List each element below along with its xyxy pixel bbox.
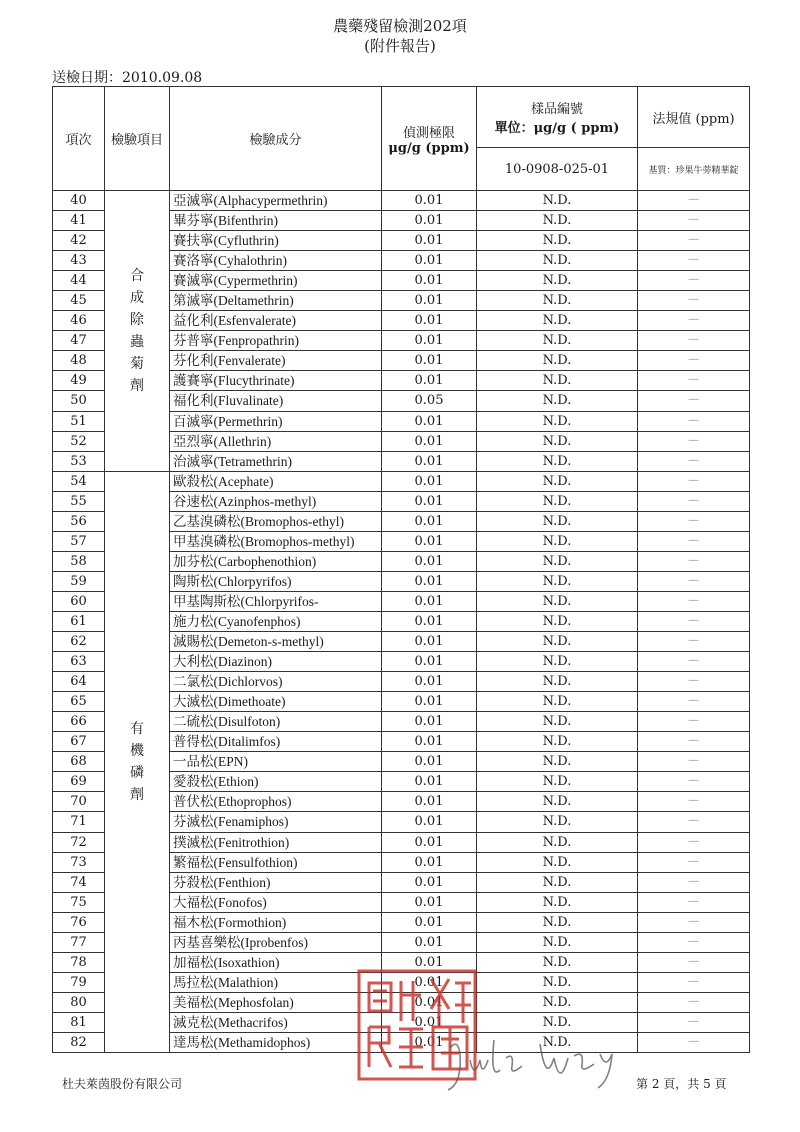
regulation-value: － — [638, 992, 750, 1012]
component-name: 繁福松(Fensulfothion) — [170, 852, 382, 872]
row-number: 80 — [53, 992, 105, 1012]
component-name: 大福松(Fonofos) — [170, 892, 382, 912]
detection-limit: 0.01 — [382, 932, 477, 952]
test-result: N.D. — [477, 311, 638, 331]
row-number: 70 — [53, 792, 105, 812]
table-row — [53, 191, 750, 211]
regulation-value: － — [638, 291, 750, 311]
detection-limit: 0.01 — [382, 872, 477, 892]
test-result: N.D. — [477, 531, 638, 551]
detection-limit: 0.01 — [382, 471, 477, 491]
row-number: 59 — [53, 571, 105, 591]
test-result: N.D. — [477, 211, 638, 231]
detection-limit: 0.01 — [382, 692, 477, 712]
row-number: 41 — [53, 211, 105, 231]
test-result: N.D. — [477, 892, 638, 912]
detection-limit: 0.01 — [382, 832, 477, 852]
test-result: N.D. — [477, 1012, 638, 1032]
category-char: 劑 — [130, 377, 144, 394]
test-result: N.D. — [477, 632, 638, 652]
detection-limit: 0.01 — [382, 411, 477, 431]
test-result: N.D. — [477, 652, 638, 672]
detection-limit: 0.01 — [382, 351, 477, 371]
regulation-value: － — [638, 752, 750, 772]
detection-limit: 0.01 — [382, 431, 477, 451]
detection-limit: 0.01 — [382, 732, 477, 752]
row-number: 40 — [53, 191, 105, 211]
row-number: 66 — [53, 712, 105, 732]
component-name: 甲基溴磷松(Bromophos-methyl) — [170, 531, 382, 551]
test-result: N.D. — [477, 411, 638, 431]
detection-limit: 0.01 — [382, 491, 477, 511]
regulation-value: － — [638, 852, 750, 872]
row-number: 82 — [53, 1032, 105, 1052]
submission-date: 送檢日期：2010.09.08 — [52, 70, 203, 86]
category-char: 有 — [130, 720, 144, 737]
footer-page-number: 第 2 頁，共 5 頁 — [636, 1077, 727, 1091]
detection-limit: 0.01 — [382, 511, 477, 531]
regulation-value: － — [638, 611, 750, 631]
regulation-value: － — [638, 371, 750, 391]
test-result: N.D. — [477, 692, 638, 712]
test-result: N.D. — [477, 331, 638, 351]
header-sample — [477, 87, 638, 148]
detection-limit: 0.01 — [382, 852, 477, 872]
category-cell — [105, 191, 170, 472]
detection-limit: 0.01 — [382, 632, 477, 652]
row-number: 57 — [53, 531, 105, 551]
regulation-value: － — [638, 832, 750, 852]
regulation-value: － — [638, 471, 750, 491]
row-number: 76 — [53, 912, 105, 932]
row-number: 65 — [53, 692, 105, 712]
test-result: N.D. — [477, 852, 638, 872]
detection-limit: 0.01 — [382, 672, 477, 692]
row-number: 50 — [53, 391, 105, 411]
component-name: 賽洛寧(Cyhalothrin) — [170, 251, 382, 271]
row-number: 52 — [53, 431, 105, 451]
header-sample-id: 10-0908-025-01 — [477, 148, 638, 191]
test-result: N.D. — [477, 832, 638, 852]
component-name: 二氯松(Dichlorvos) — [170, 672, 382, 692]
regulation-value: － — [638, 511, 750, 531]
test-result: N.D. — [477, 291, 638, 311]
detection-limit: 0.01 — [382, 952, 477, 972]
category-char: 成 — [130, 289, 144, 306]
row-number: 81 — [53, 1012, 105, 1032]
component-name: 芬普寧(Fenpropathrin) — [170, 331, 382, 351]
test-result: N.D. — [477, 551, 638, 571]
detection-limit: 0.01 — [382, 611, 477, 631]
header-matrix: 基質：珍果牛蒡精華錠 — [638, 148, 750, 191]
detection-limit: 0.01 — [382, 772, 477, 792]
component-name: 福化利(Fluvalinate) — [170, 391, 382, 411]
test-result: N.D. — [477, 932, 638, 952]
test-result: N.D. — [477, 591, 638, 611]
component-name: 滅賜松(Demeton-s-methyl) — [170, 632, 382, 652]
component-name: 賽滅寧(Cypermethrin) — [170, 271, 382, 291]
detection-limit: 0.01 — [382, 451, 477, 471]
regulation-value: － — [638, 1012, 750, 1032]
row-number: 45 — [53, 291, 105, 311]
category-char: 劑 — [130, 786, 144, 803]
component-name: 護賽寧(Flucythrinate) — [170, 371, 382, 391]
detection-limit: 0.01 — [382, 652, 477, 672]
row-number: 71 — [53, 812, 105, 832]
component-name: 芬化利(Fenvalerate) — [170, 351, 382, 371]
category-char: 合 — [130, 267, 144, 284]
detection-limit: 0.01 — [382, 712, 477, 732]
test-result: N.D. — [477, 872, 638, 892]
row-number: 44 — [53, 271, 105, 291]
regulation-value: － — [638, 972, 750, 992]
component-name: 普得松(Ditalimfos) — [170, 732, 382, 752]
test-result: N.D. — [477, 351, 638, 371]
component-name: 達馬松(Methamidophos) — [170, 1032, 382, 1052]
component-name: 亞滅寧(Alphacypermethrin) — [170, 191, 382, 211]
component-name: 芬滅松(Fenamiphos) — [170, 812, 382, 832]
regulation-value: － — [638, 451, 750, 471]
regulation-value: － — [638, 251, 750, 271]
regulation-value: － — [638, 692, 750, 712]
row-number: 43 — [53, 251, 105, 271]
row-number: 56 — [53, 511, 105, 531]
regulation-value: － — [638, 932, 750, 952]
detection-limit: 0.01 — [382, 211, 477, 231]
test-result: N.D. — [477, 672, 638, 692]
row-number: 47 — [53, 331, 105, 351]
test-result: N.D. — [477, 812, 638, 832]
results-body — [53, 191, 750, 1053]
detection-limit: 0.01 — [382, 371, 477, 391]
component-name: 治滅寧(Tetramethrin) — [170, 451, 382, 471]
regulation-value: － — [638, 211, 750, 231]
component-name: 歐殺松(Acephate) — [170, 471, 382, 491]
category-cell — [105, 471, 170, 1052]
test-result: N.D. — [477, 992, 638, 1012]
test-result: N.D. — [477, 1032, 638, 1052]
test-result: N.D. — [477, 231, 638, 251]
component-name: 普伏松(Ethoprophos) — [170, 792, 382, 812]
component-name: 馬拉松(Malathion) — [170, 972, 382, 992]
regulation-value: － — [638, 652, 750, 672]
component-name: 陶斯松(Chlorpyrifos) — [170, 571, 382, 591]
row-number: 46 — [53, 311, 105, 331]
detection-limit: 0.01 — [382, 1012, 477, 1032]
category-char: 磷 — [130, 764, 144, 781]
row-number: 49 — [53, 371, 105, 391]
component-name: 美福松(Mephosfolan) — [170, 992, 382, 1012]
footer-company: 杜夫萊茵股份有限公司 — [62, 1077, 183, 1091]
results-table — [52, 86, 750, 1053]
detection-limit: 0.01 — [382, 271, 477, 291]
header-limit — [382, 87, 477, 191]
component-name: 加福松(Isoxathion) — [170, 952, 382, 972]
test-result: N.D. — [477, 391, 638, 411]
page-subtitle: (附件報告) — [364, 37, 436, 55]
header-component: 檢驗成分 — [170, 87, 382, 191]
header-item: 檢驗項目 — [105, 87, 170, 191]
row-number: 61 — [53, 611, 105, 631]
component-name: 谷速松(Azinphos-methyl) — [170, 491, 382, 511]
regulation-value: － — [638, 271, 750, 291]
detection-limit: 0.01 — [382, 992, 477, 1012]
component-name: 撲滅松(Fenitrothion) — [170, 832, 382, 852]
regulation-value: － — [638, 772, 750, 792]
component-name: 乙基溴磷松(Bromophos-ethyl) — [170, 511, 382, 531]
component-name: 愛殺松(Ethion) — [170, 772, 382, 792]
detection-limit: 0.01 — [382, 792, 477, 812]
component-name: 施力松(Cyanofenphos) — [170, 611, 382, 631]
row-number: 69 — [53, 772, 105, 792]
detection-limit: 0.01 — [382, 531, 477, 551]
header-regulation: 法規值 (ppm) — [638, 87, 750, 148]
regulation-value: － — [638, 431, 750, 451]
row-number: 48 — [53, 351, 105, 371]
test-result: N.D. — [477, 451, 638, 471]
row-number: 79 — [53, 972, 105, 992]
test-result: N.D. — [477, 271, 638, 291]
regulation-value: － — [638, 672, 750, 692]
test-result: N.D. — [477, 431, 638, 451]
component-name: 百滅寧(Permethrin) — [170, 411, 382, 431]
row-number: 74 — [53, 872, 105, 892]
detection-limit: 0.01 — [382, 191, 477, 211]
regulation-value: － — [638, 632, 750, 652]
regulation-value: － — [638, 792, 750, 812]
header-sample-unit: 單位：μg/g ( ppm) — [494, 121, 620, 136]
signature-icon — [440, 1030, 640, 1100]
regulation-value: － — [638, 231, 750, 251]
category-char: 除 — [130, 311, 144, 328]
header-no: 項次 — [53, 87, 105, 191]
category-char: 蟲 — [130, 333, 144, 350]
row-number: 78 — [53, 952, 105, 972]
table-row — [53, 471, 750, 491]
regulation-value: － — [638, 191, 750, 211]
detection-limit: 0.01 — [382, 1032, 477, 1052]
component-name: 畢芬寧(Bifenthrin) — [170, 211, 382, 231]
regulation-value: － — [638, 531, 750, 551]
regulation-value: － — [638, 591, 750, 611]
test-result: N.D. — [477, 511, 638, 531]
test-result: N.D. — [477, 732, 638, 752]
component-name: 滅克松(Methacrifos) — [170, 1012, 382, 1032]
component-name: 加芬松(Carbophenothion) — [170, 551, 382, 571]
component-name: 芬殺松(Fenthion) — [170, 872, 382, 892]
regulation-value: － — [638, 311, 750, 331]
regulation-value: － — [638, 571, 750, 591]
component-name: 一品松(EPN) — [170, 752, 382, 772]
test-result: N.D. — [477, 712, 638, 732]
detection-limit: 0.01 — [382, 251, 477, 271]
detection-limit: 0.01 — [382, 571, 477, 591]
header-limit-label: 偵測極限 — [402, 125, 455, 141]
row-number: 54 — [53, 471, 105, 491]
row-number: 77 — [53, 932, 105, 952]
regulation-value: － — [638, 331, 750, 351]
test-result: N.D. — [477, 772, 638, 792]
test-result: N.D. — [477, 251, 638, 271]
header-sample-no: 樣品編號 — [530, 102, 583, 117]
test-result: N.D. — [477, 952, 638, 972]
row-number: 42 — [53, 231, 105, 251]
row-number: 68 — [53, 752, 105, 772]
category-char: 機 — [130, 742, 144, 759]
component-name: 福木松(Formothion) — [170, 912, 382, 932]
component-name: 大利松(Diazinon) — [170, 652, 382, 672]
detection-limit: 0.01 — [382, 591, 477, 611]
regulation-value: － — [638, 491, 750, 511]
detection-limit: 0.01 — [382, 291, 477, 311]
component-name: 益化利(Esfenvalerate) — [170, 311, 382, 331]
test-result: N.D. — [477, 792, 638, 812]
detection-limit: 0.01 — [382, 551, 477, 571]
regulation-value: － — [638, 812, 750, 832]
regulation-value: － — [638, 912, 750, 932]
detection-limit: 0.01 — [382, 892, 477, 912]
row-number: 67 — [53, 732, 105, 752]
test-result: N.D. — [477, 471, 638, 491]
detection-limit: 0.05 — [382, 391, 477, 411]
detection-limit: 0.01 — [382, 912, 477, 932]
regulation-value: － — [638, 892, 750, 912]
regulation-value: － — [638, 732, 750, 752]
regulation-value: － — [638, 551, 750, 571]
regulation-value: － — [638, 952, 750, 972]
component-name: 第滅寧(Deltamethrin) — [170, 291, 382, 311]
component-name: 甲基陶斯松(Chlorpyrifos- — [170, 591, 382, 611]
test-result: N.D. — [477, 611, 638, 631]
component-name: 丙基喜樂松(Iprobenfos) — [170, 932, 382, 952]
detection-limit: 0.01 — [382, 231, 477, 251]
row-number: 72 — [53, 832, 105, 852]
row-number: 62 — [53, 632, 105, 652]
detection-limit: 0.01 — [382, 331, 477, 351]
test-result: N.D. — [477, 491, 638, 511]
row-number: 53 — [53, 451, 105, 471]
regulation-value: － — [638, 872, 750, 892]
detection-limit: 0.01 — [382, 311, 477, 331]
test-result: N.D. — [477, 371, 638, 391]
regulation-value: － — [638, 391, 750, 411]
header-limit-unit: μg/g (ppm) — [388, 140, 470, 156]
regulation-value: － — [638, 351, 750, 371]
page-title: 農藥殘留檢測202項 — [333, 17, 467, 35]
test-result: N.D. — [477, 912, 638, 932]
component-name: 大滅松(Dimethoate) — [170, 692, 382, 712]
category-char: 菊 — [130, 355, 144, 372]
row-number: 60 — [53, 591, 105, 611]
test-result: N.D. — [477, 191, 638, 211]
detection-limit: 0.01 — [382, 752, 477, 772]
regulation-value: － — [638, 411, 750, 431]
regulation-value: － — [638, 712, 750, 732]
detection-limit: 0.01 — [382, 972, 477, 992]
row-number: 64 — [53, 672, 105, 692]
component-name: 賽扶寧(Cyfluthrin) — [170, 231, 382, 251]
detection-limit: 0.01 — [382, 812, 477, 832]
row-number: 51 — [53, 411, 105, 431]
component-name: 亞烈寧(Allethrin) — [170, 431, 382, 451]
row-number: 58 — [53, 551, 105, 571]
test-result: N.D. — [477, 571, 638, 591]
regulation-value: － — [638, 1032, 750, 1052]
row-number: 75 — [53, 892, 105, 912]
row-number: 73 — [53, 852, 105, 872]
row-number: 63 — [53, 652, 105, 672]
test-result: N.D. — [477, 972, 638, 992]
row-number: 55 — [53, 491, 105, 511]
test-result: N.D. — [477, 752, 638, 772]
component-name: 二硫松(Disulfoton) — [170, 712, 382, 732]
